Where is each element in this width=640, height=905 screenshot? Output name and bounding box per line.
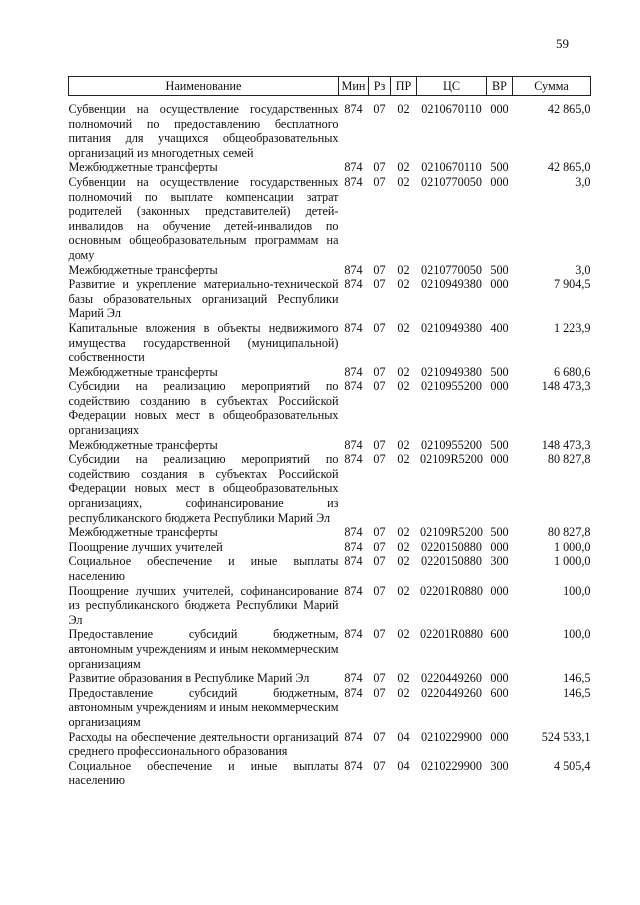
- cell-rz: 07: [373, 160, 386, 175]
- cell-vr: 000: [490, 729, 509, 744]
- cell-cs: 0210949380: [421, 277, 482, 292]
- cell-rz: 07: [373, 102, 386, 116]
- cell-name: Субсидии на реализацию мероприятий по содействию созданию в субъектах Российской Федерации новых мест в общеобразовательных организациях: [68, 379, 339, 438]
- cell-sum: 1 223,9: [553, 320, 591, 335]
- cell-rz: 07: [373, 758, 386, 773]
- cell-name: Субсидии на реализацию мероприятий по содействию создания в субъектах Российской Федерации новых мест в общеобразовательных организациях, софинансирование из республиканского бюджета Республики Марий Эл: [68, 452, 339, 525]
- table-row: [69, 525, 591, 540]
- cell-vr: 000: [490, 379, 509, 394]
- cell-pr: 04: [397, 729, 410, 744]
- cell-sum: 1 000,0: [553, 554, 591, 569]
- cell-sum: 148 473,3: [541, 379, 591, 394]
- cell-sum: 80 827,8: [547, 452, 591, 467]
- cell-vr: 600: [490, 685, 509, 700]
- cell-pr: 02: [397, 174, 410, 189]
- header-rz: Рз: [369, 77, 391, 96]
- table-row: [69, 554, 591, 583]
- cell-cs: 0210770050: [421, 262, 482, 277]
- cell-vr: 300: [490, 758, 509, 773]
- header-name: Наименование: [69, 77, 339, 96]
- cell-min: 874: [344, 525, 363, 540]
- cell-vr: 600: [490, 627, 509, 642]
- cell-pr: 02: [397, 539, 410, 554]
- cell-min: 874: [344, 379, 363, 394]
- cell-pr: 02: [397, 554, 410, 569]
- cell-pr: 02: [397, 277, 410, 292]
- cell-rz: 07: [373, 364, 386, 379]
- cell-rz: 07: [373, 525, 386, 540]
- cell-cs: 0210229900: [421, 758, 482, 773]
- cell-min: 874: [344, 277, 363, 292]
- cell-name: Расходы на обеспечение деятельности организаций среднего профессионального образования: [68, 729, 339, 759]
- cell-pr: 02: [397, 262, 410, 277]
- cell-min: 874: [344, 671, 363, 686]
- cell-vr: 000: [490, 452, 509, 467]
- cell-rz: 07: [373, 320, 386, 335]
- table-row: [69, 175, 591, 263]
- cell-rz: 07: [373, 583, 386, 598]
- table-row: [69, 627, 591, 671]
- cell-vr: 000: [490, 102, 509, 116]
- cell-min: 874: [344, 583, 363, 598]
- cell-name: Социальное обеспечение и иные выплаты населению: [68, 554, 339, 583]
- cell-pr: 02: [397, 685, 410, 700]
- cell-sum: 7 904,5: [553, 277, 591, 292]
- cell-name: Субвенции на осуществление государственных полномочий по предоставлению бесплатного питания для учащихся общеобразовательных организаций из многодетных семей: [68, 102, 339, 160]
- cell-sum: 3,0: [575, 174, 591, 189]
- header-sum: Сумма: [513, 77, 591, 96]
- cell-sum: 42 865,0: [547, 102, 591, 116]
- header-pr: ПР: [391, 77, 417, 96]
- cell-pr: 02: [397, 583, 410, 598]
- table-row: [69, 160, 591, 175]
- table-row: [69, 263, 591, 278]
- table-row: [69, 540, 591, 555]
- cell-sum: 146,5: [563, 671, 591, 686]
- table-row: [69, 379, 591, 437]
- cell-name: Межбюджетные трансферты: [68, 437, 218, 452]
- cell-cs: 0210670110: [421, 160, 482, 175]
- cell-vr: 000: [490, 539, 509, 554]
- cell-vr: 000: [490, 671, 509, 686]
- table-row: [69, 452, 591, 525]
- cell-rz: 07: [373, 277, 386, 292]
- cell-name: Социальное обеспечение и иные выплаты населению: [68, 758, 339, 788]
- cell-sum: 148 473,3: [541, 437, 591, 452]
- cell-name: Поощрение лучших учителей, софинансирование из республиканского бюджета Республики Марий Эл: [68, 583, 339, 627]
- cell-rz: 07: [373, 729, 386, 744]
- cell-sum: 100,0: [563, 583, 591, 598]
- cell-cs: 0210949380: [421, 320, 482, 335]
- cell-vr: 500: [490, 525, 509, 540]
- cell-cs: 0210955200: [421, 437, 482, 452]
- cell-vr: 000: [490, 277, 509, 292]
- cell-pr: 04: [397, 758, 410, 773]
- table-row: [69, 759, 591, 788]
- cell-min: 874: [344, 758, 363, 773]
- cell-pr: 02: [397, 364, 410, 379]
- cell-rz: 07: [373, 437, 386, 452]
- table-row: [69, 96, 591, 161]
- cell-name: Межбюджетные трансферты: [68, 525, 218, 540]
- cell-pr: 02: [397, 627, 410, 642]
- table-row: [69, 671, 591, 686]
- cell-name: Предоставление субсидий бюджетным, автономным учреждениям и иным некоммерческим организациям: [68, 685, 339, 729]
- header-cs: ЦС: [417, 77, 487, 96]
- table-row: [69, 686, 591, 730]
- cell-sum: 80 827,8: [547, 525, 591, 540]
- cell-pr: 02: [397, 437, 410, 452]
- cell-cs: 0210670110: [421, 102, 482, 116]
- cell-min: 874: [344, 262, 363, 277]
- cell-vr: 000: [490, 174, 509, 189]
- budget-table: [68, 76, 591, 788]
- cell-vr: 400: [490, 320, 509, 335]
- cell-cs: 0210949380: [421, 364, 482, 379]
- page-number: 59: [556, 36, 569, 51]
- header-min: Мин: [339, 77, 369, 96]
- cell-min: 874: [344, 685, 363, 700]
- cell-rz: 07: [373, 174, 386, 189]
- cell-sum: 146,5: [563, 685, 591, 700]
- cell-cs: 0220150880: [421, 539, 482, 554]
- cell-vr: 500: [490, 437, 509, 452]
- cell-vr: 500: [490, 262, 509, 277]
- cell-vr: 500: [490, 364, 509, 379]
- cell-cs: 02201R0880: [420, 627, 483, 642]
- cell-sum: 4 505,4: [553, 758, 591, 773]
- cell-cs: 0210770050: [421, 174, 482, 189]
- cell-sum: 3,0: [575, 262, 591, 277]
- cell-cs: 0220449260: [421, 671, 482, 686]
- cell-pr: 02: [397, 379, 410, 394]
- cell-min: 874: [344, 364, 363, 379]
- cell-name: Развитие и укрепление материально-технической базы образовательных организаций Республики Марий Эл: [68, 277, 339, 321]
- cell-cs: 0210229900: [421, 729, 482, 744]
- cell-rz: 07: [373, 671, 386, 686]
- cell-cs: 0220150880: [421, 554, 482, 569]
- table-row: [69, 438, 591, 453]
- cell-name: Межбюджетные трансферты: [68, 364, 218, 379]
- cell-vr: 300: [490, 554, 509, 569]
- cell-rz: 07: [373, 539, 386, 554]
- cell-pr: 02: [397, 452, 410, 467]
- cell-rz: 07: [373, 554, 386, 569]
- cell-sum: 6 680,6: [553, 364, 591, 379]
- cell-min: 874: [344, 554, 363, 569]
- cell-vr: 000: [490, 583, 509, 598]
- table-row: [69, 730, 591, 759]
- cell-sum: 100,0: [563, 627, 591, 642]
- cell-min: 874: [344, 729, 363, 744]
- cell-min: 874: [344, 160, 363, 175]
- cell-min: 874: [344, 320, 363, 335]
- table-row: [69, 321, 591, 365]
- cell-cs: 0220449260: [421, 685, 482, 700]
- cell-min: 874: [344, 174, 363, 189]
- cell-min: 874: [344, 102, 363, 116]
- cell-sum: 42 865,0: [547, 160, 591, 175]
- table-header-row: [69, 77, 591, 96]
- cell-pr: 02: [397, 671, 410, 686]
- cell-sum: 524 533,1: [541, 729, 591, 744]
- table-row: [69, 584, 591, 628]
- cell-rz: 07: [373, 627, 386, 642]
- cell-sum: 1 000,0: [553, 539, 591, 554]
- cell-pr: 02: [397, 160, 410, 175]
- cell-rz: 07: [373, 685, 386, 700]
- cell-name: Предоставление субсидий бюджетным, автономным учреждениям и иным некоммерческим организациям: [68, 627, 339, 671]
- table-row: [69, 365, 591, 380]
- cell-name: Межбюджетные трансферты: [68, 262, 218, 277]
- header-vr: ВР: [487, 77, 513, 96]
- table-row: [69, 277, 591, 321]
- cell-min: 874: [344, 452, 363, 467]
- cell-name: Капитальные вложения в объекты недвижимого имущества государственной (муниципальной) собственности: [68, 320, 339, 365]
- cell-pr: 02: [397, 102, 410, 116]
- cell-vr: 500: [490, 160, 509, 175]
- cell-rz: 07: [373, 452, 386, 467]
- cell-name: Межбюджетные трансферты: [68, 160, 218, 175]
- cell-cs: 02109R5200: [420, 452, 483, 467]
- cell-pr: 02: [397, 525, 410, 540]
- cell-name: Поощрение лучших учителей: [68, 539, 223, 554]
- cell-min: 874: [344, 539, 363, 554]
- cell-rz: 07: [373, 379, 386, 394]
- cell-cs: 0210955200: [421, 379, 482, 394]
- cell-cs: 02109R5200: [420, 525, 483, 540]
- cell-cs: 02201R0880: [420, 583, 483, 598]
- cell-rz: 07: [373, 262, 386, 277]
- cell-name: Субвенции на осуществление государственных полномочий по выплате компенсации затрат родителей (законных представителей) детей-инвалидов на обучение детей-инвалидов по основным общеобразовательным программам на дому: [68, 174, 339, 262]
- cell-min: 874: [344, 627, 363, 642]
- cell-min: 874: [344, 437, 363, 452]
- cell-name: Развитие образования в Республике Марий Эл: [68, 671, 310, 686]
- cell-pr: 02: [397, 320, 410, 335]
